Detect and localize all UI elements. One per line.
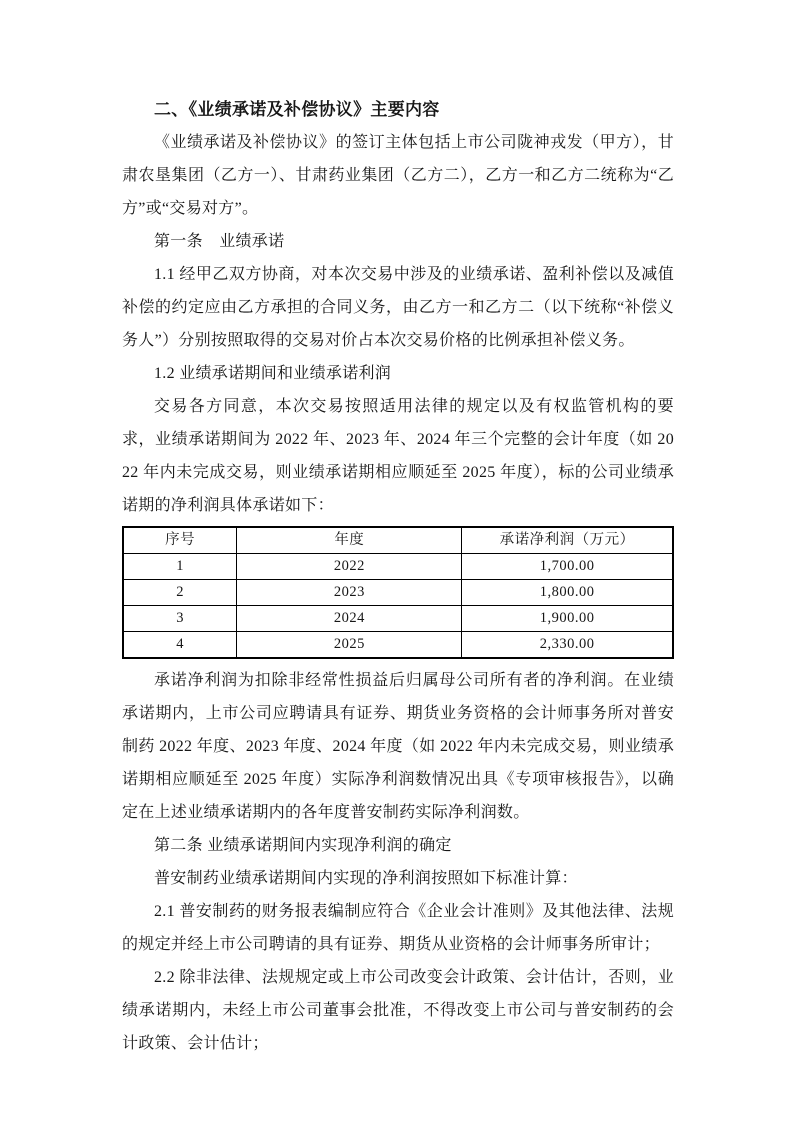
- cell-profit: 1,900.00: [462, 606, 673, 632]
- table-header-year: 年度: [237, 527, 462, 554]
- paragraph-1-1: 1.1 经甲乙双方协商，对本次交易中涉及的业绩承诺、盈利补偿以及减值补偿的约定应由乙方承担的合同义务，由乙方一和乙方二（以下统称“补偿义务人”）分别按照取得的交易对价占本次交易价格的比例承担补偿义务。: [122, 266, 674, 349]
- cell-seq: 1: [123, 554, 237, 580]
- cell-seq: 2: [123, 580, 237, 606]
- paragraph-audit-report: 承诺净利润为扣除非经常性损益后归属母公司所有者的净利润。在业绩承诺期内，上市公司应聘请具有证券、期货业务资格的会计师事务所对普安制药 2022 年度、2023 年度、2024 年度（如 2022 年内未完成交易，则业绩承诺期相应顺延至 2025 年度）实际净利润数情况出具《专项审核报告》，以确定在上述业绩承诺期内的各年度普安制药实际净利润数。: [122, 672, 674, 821]
- paragraph-calculation-intro: 普安制药业绩承诺期间内实现的净利润按照如下标准计算：: [154, 870, 578, 887]
- cell-year: 2023: [237, 580, 462, 606]
- cell-profit: 1,700.00: [462, 554, 673, 580]
- clause-1-title: 第一条 业绩承诺: [154, 233, 285, 250]
- table-row: [123, 554, 673, 580]
- paragraph-commitment-period: 交易各方同意，本次交易按照适用法律的规定以及有权监管机构的要求，业绩承诺期间为 2022 年、2023 年、2024 年三个完整的会计年度（如 2022 年内未完成交易，则业绩承诺期相应顺延至 2025 年度），标的公司业绩承诺期的净利润具体承诺如下：: [122, 398, 674, 514]
- table-row: [123, 606, 673, 632]
- paragraph-2-2: 2.2 除非法律、法规规定或上市公司改变会计政策、会计估计，否则，业绩承诺期内，未经上市公司董事会批准，不得改变上市公司与普安制药的会计政策、会计估计；: [122, 969, 674, 1052]
- table-header-profit: 承诺净利润（万元）: [462, 527, 673, 554]
- table-header-seq: 序号: [123, 527, 237, 554]
- net-profit-commitment-table: [122, 526, 674, 659]
- paragraph-signing-parties: 《业绩承诺及补偿协议》的签订主体包括上市公司陇神戎发（甲方），甘肃农垦集团（乙方一）、甘肃药业集团（乙方二），乙方一和乙方二统称为“乙方”或“交易对方”。: [122, 134, 674, 217]
- clause-2-title: 第二条 业绩承诺期间内实现净利润的确定: [154, 837, 452, 854]
- table-row: [123, 632, 673, 659]
- cell-seq: 4: [123, 632, 237, 659]
- cell-profit: 1,800.00: [462, 580, 673, 606]
- cell-year: 2022: [237, 554, 462, 580]
- cell-year: 2024: [237, 606, 462, 632]
- section-heading: 二、《业绩承诺及补偿协议》主要内容: [154, 100, 440, 119]
- table-row: [123, 580, 673, 606]
- document-content: [122, 93, 674, 1060]
- paragraph-2-1: 2.1 普安制药的财务报表编制应符合《企业会计准则》及其他法律、法规的规定并经上市公司聘请的具有证券、期货从业资格的会计师事务所审计；: [122, 903, 674, 953]
- table-header-row: [123, 527, 673, 554]
- paragraph-1-2-title: 1.2 业绩承诺期间和业绩承诺利润: [154, 365, 392, 382]
- cell-profit: 2,330.00: [462, 632, 673, 659]
- cell-seq: 3: [123, 606, 237, 632]
- cell-year: 2025: [237, 632, 462, 659]
